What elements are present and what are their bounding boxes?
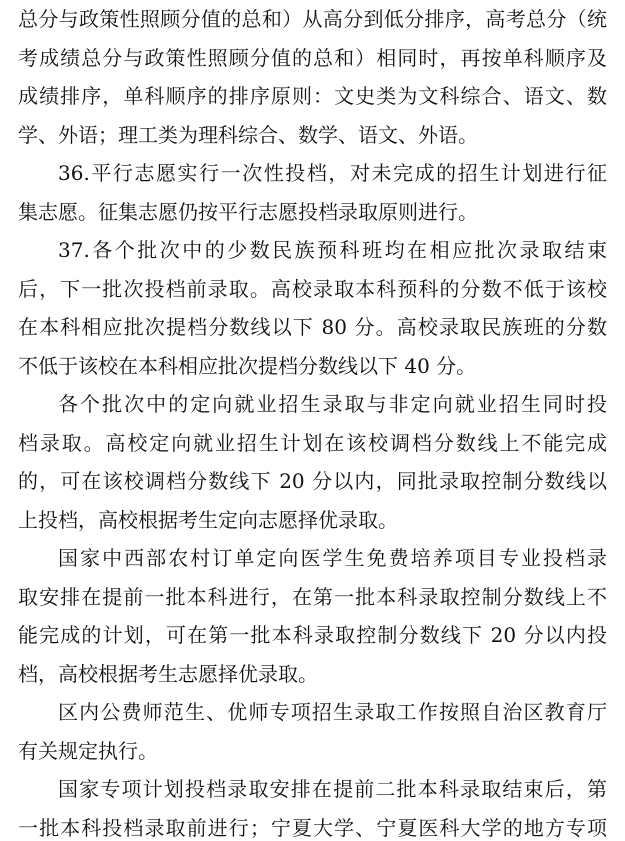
text-line: 总分与政策性照顾分值的总和）从高分到低分排序，高考总分（统	[18, 7, 607, 31]
text-line: 国家专项计划投档录取安排在提前二批本科录取结束后，第	[58, 777, 607, 801]
text-line: 国家中西部农村订单定向医学生免费培养项目专业投档录	[58, 546, 607, 570]
text-line: 考成绩总分与政策性照顾分值的总和）相同时，再按单科顺序及	[18, 45, 607, 70]
text-line: 有关规定执行。	[18, 738, 158, 763]
text-line: 各个批次中的定向就业招生录取与非定向就业招生同时投	[58, 392, 607, 416]
text-line: 上投档，高校根据考生定向志愿择优录取。	[18, 507, 398, 532]
text-line: 档，高校根据考生志愿择优录取。	[18, 661, 318, 686]
paragraph-national-special-plan	[18, 776, 607, 841]
text-line: 不低于该校在本科相应批次提档分数线以下 40 分。	[18, 353, 477, 378]
text-line: 能完成的计划，可在第一批本科录取控制分数线下 20 分以内投	[18, 623, 607, 647]
paragraph-item-36	[18, 160, 607, 225]
paragraph-item-37	[18, 237, 607, 379]
text-line: 后，下一批次投档前录取。高校录取本科预科的分数不低于该校	[18, 276, 607, 301]
text-line: 区内公费师范生、优师专项招生录取工作按照自治区教育厅	[58, 700, 607, 724]
text-line: 取安排在提前一批本科进行，在第一批本科录取控制分数线上不	[18, 584, 607, 609]
paragraph-public-normal-students	[18, 699, 607, 764]
paragraph-ranking-rules-continued	[18, 6, 607, 148]
text-line: 37.各个批次中的少数民族预科班均在相应批次录取结束	[58, 238, 607, 262]
text-line: 在本科相应批次提档分数线以下 80 分。高校录取民族班的分数	[18, 315, 607, 339]
text-line: 36.平行志愿实行一次性投档，对未完成的招生计划进行征	[58, 161, 607, 185]
text-line: 成绩排序，单科顺序的排序原则：文史类为文科综合、语文、数	[18, 84, 607, 108]
text-line: 集志愿。征集志愿仍按平行志愿投档录取原则进行。	[18, 199, 478, 224]
text-line: 学、外语；理工类为理科综合、数学、语文、外语。	[18, 122, 478, 147]
text-line: 的，可在该校调档分数线下 20 分以内，同批录取控制分数线以	[18, 469, 607, 493]
paragraph-rural-medical-program	[18, 545, 607, 687]
text-line: 档录取。高校定向就业招生计划在该校调档分数线上不能完成	[18, 430, 607, 455]
paragraph-directed-employment	[18, 391, 607, 533]
text-line: 一批本科投档录取前进行；宁夏大学、宁夏医科大学的地方专项	[18, 815, 607, 840]
